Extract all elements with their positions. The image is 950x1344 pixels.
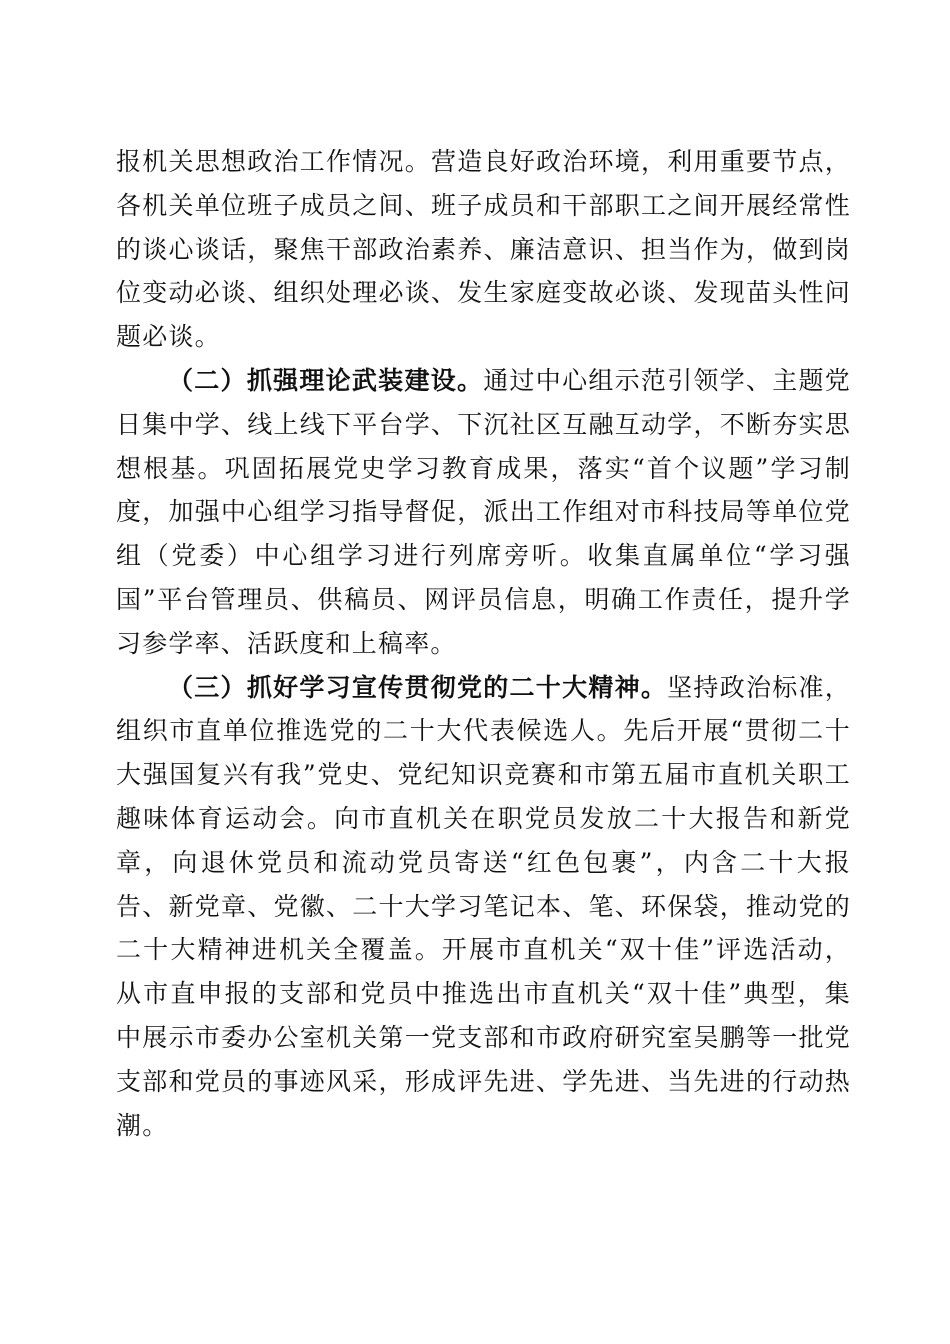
paragraph-section-2 bbox=[116, 359, 851, 666]
paragraph-body-text: 坚持政治标准，组织市直单位推选党的二十大代表候选人。先后开展“贯彻二十大强国复兴有我”党史、党纪知识竞赛和市第五届市直机关职工趣味体育运动会。向市直机关在职党员发放二十大报告和新党章，向退休党员和流动党员寄送“红色包裹”，内含二十大报告、新党章、党徽、二十大学习笔记本、笔、环保袋，推动党的二十大精神进机关全覆盖。开展市直机关“双十佳”评选活动，从市直申报的支部和党员中推选出市直机关“双十佳”典型，集中展示市委办公室机关第一党支部和市政府研究室吴鹏等一批党支部和党员的事迹风采，形成评先进、学先进、当先进的行动热潮。 bbox=[116, 672, 851, 1140]
paragraph-body-text: 通过中心组示范引领学、主题党日集中学、线上线下平台学、下沉社区互融互动学，不断夯实思想根基。巩固拓展党史学习教育成果，落实“首个议题”学习制度，加强中心组学习指导督促，派出工作组对市科技局等单位党组（党委）中心组学习进行列席旁听。收集直属单位“学习强国”平台管理员、供稿员、网评员信息，明确工作责任，提升学习参学率、活跃度和上稿率。 bbox=[116, 365, 851, 658]
paragraph-section-3 bbox=[116, 666, 851, 1148]
paragraph-continuation bbox=[116, 140, 851, 359]
section-heading: （二）抓强理论武装建设。 bbox=[168, 365, 484, 395]
document-body bbox=[116, 140, 851, 1147]
paragraph-body-text: 报机关思想政治工作情况。营造良好政治环境，利用重要节点，各机关单位班子成员之间、班子成员和干部职工之间开展经常性的谈心谈话，聚焦干部政治素养、廉洁意识、担当作为，做到岗位变动必谈、组织处理必谈、发生家庭变故必谈、发现苗头性问题必谈。 bbox=[116, 147, 851, 352]
section-heading: （三）抓好学习宣传贯彻党的二十大精神。 bbox=[168, 672, 668, 702]
